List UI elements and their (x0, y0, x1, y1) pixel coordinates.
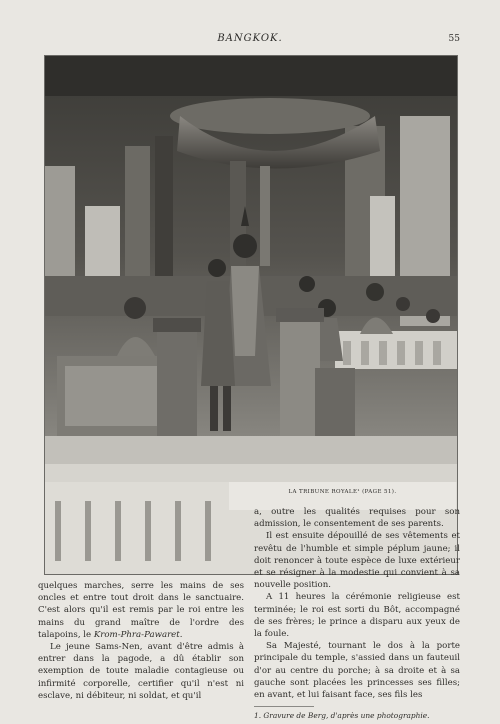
paragraph-text: quelques marches, serre les mains de ses oncles et entre tout droit dans le sanctuaire. C'est alors qu'il est remis par le roi entre les mains du grand maître de l'ordre des talapoins, le (38, 581, 244, 640)
paragraph: Sa Majesté, tournant le dos à la porte principale du temple, s'assied dans un fauteuil d'or au centre du porche; à sa droite et à sa gauche sont placées les princesses ses filles; en avant, et lui faisant face, ses fils les (254, 641, 460, 701)
page-header (0, 33, 500, 47)
paragraph: a, outre les qualités requises pour son admission, le consentement de ses parents. (254, 507, 460, 530)
paragraph: Le jeune Sams-Nen, avant d'être admis à entrer dans la pagode, a dû établir son exemption de toute maladie contagieuse ou infirmité corporelle, certifier qu'il n'est ni esclave, ni débiteur, ni soldat, et qu'il (38, 642, 244, 701)
footnote: 1. Gravure de Berg, d'après une photographie. (254, 711, 430, 721)
running-title: BANGKOK. (217, 33, 283, 44)
footnote-rule (254, 706, 314, 707)
paragraph: A 11 heures la cérémonie religieuse est terminée; le roi est sorti du Bôt, accompagné de ses frères; le prince a disparu aux yeux de la foule. (254, 592, 460, 640)
left-text-column (38, 580, 244, 702)
page-number: 55 (448, 34, 460, 44)
figure-caption: LA TRIBUNE ROYALE¹ (PAGE 51). (288, 489, 397, 495)
paragraph-text: . (179, 629, 183, 640)
paragraph: Il est ensuite dépouillé de ses vêtements et revêtu de l'humble et simple péplum jaune; il doit renoncer à toute espèce de luxe extérieur et se résigner à la modestie qui convient à sa nouvelle position. (254, 531, 460, 591)
paragraph (38, 580, 244, 641)
right-text-column (254, 506, 460, 721)
emphasis-text: Krom-Phra-Pawaret (93, 629, 180, 640)
